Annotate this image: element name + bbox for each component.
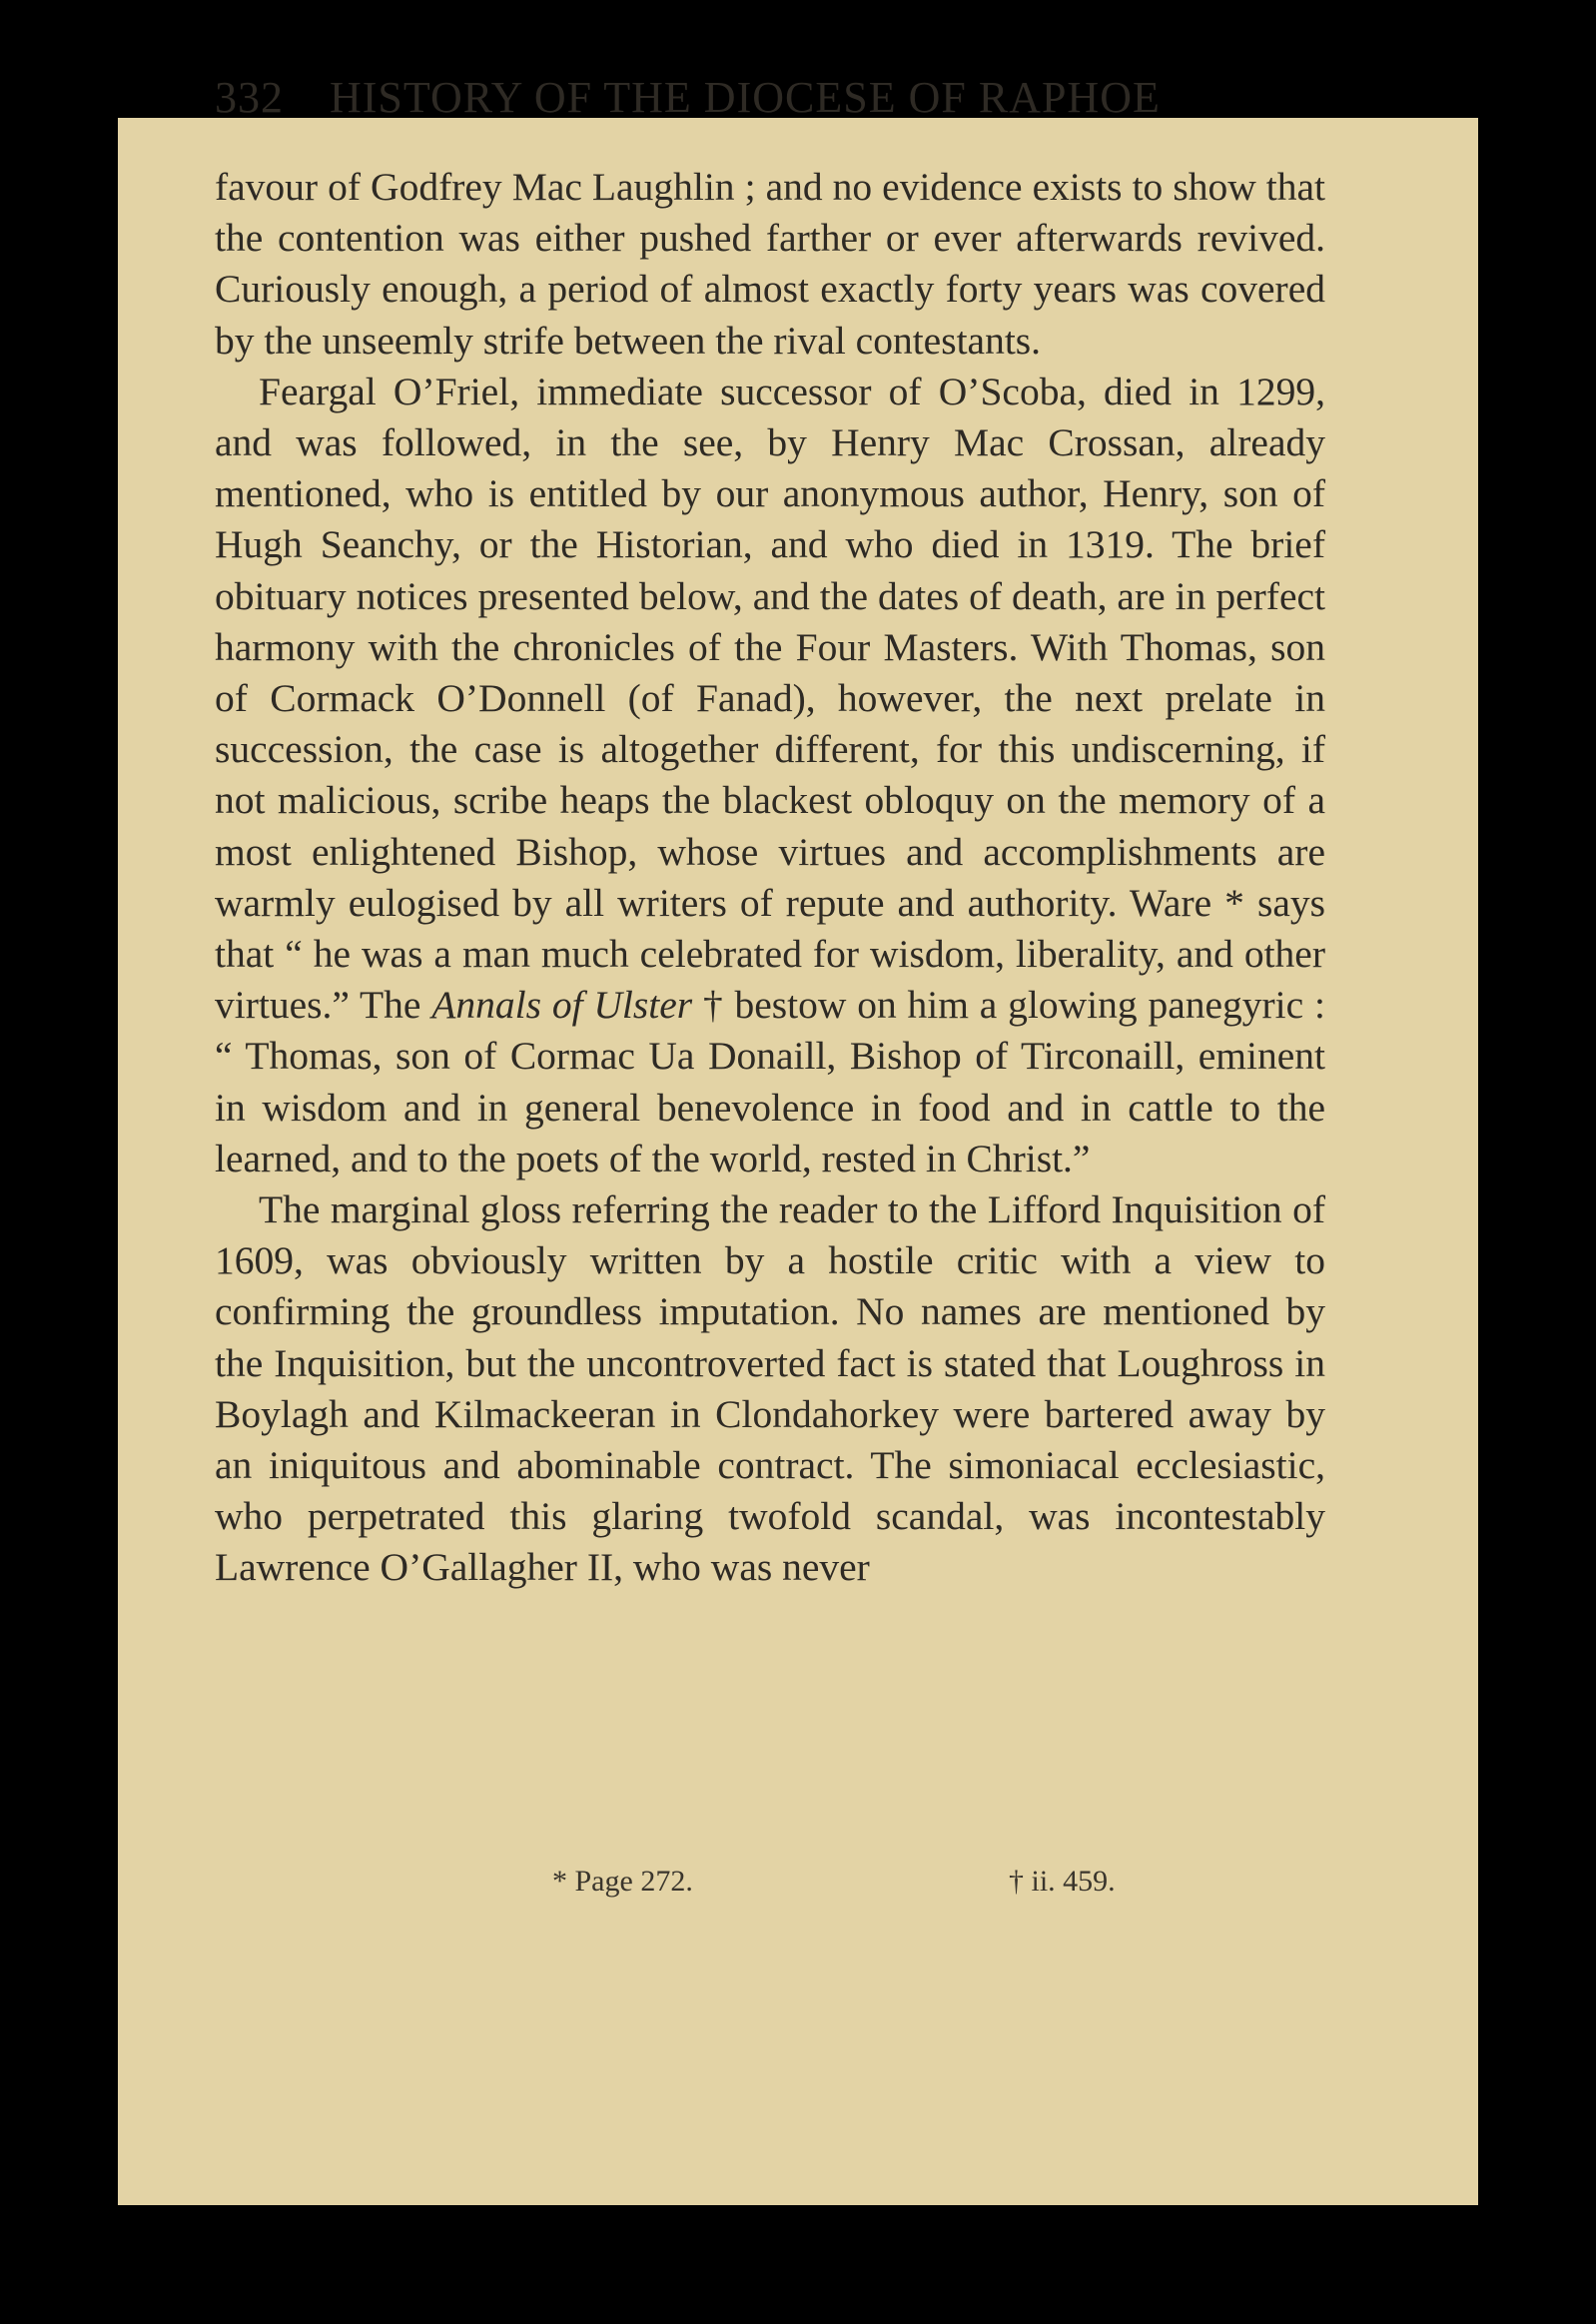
paragraph-1: favour of Godfrey Mac Laughlin ; and no evidence exists to show that the contention was either pushed farther or ever afterwards revived. Curiously enough, a period of almost exactly forty years was covered by the unseemly strife between the rival contestants. <box>215 165 1325 363</box>
footnote-1: * Page 272. <box>552 1865 693 1898</box>
paragraph-2-text-a: Feargal O’Friel, immediate successor of O’Scoba, died in 1299, and was followed, in the see, by Henry Mac Crossan, already mentioned, who is entitled by our anonymous author, Henry, son of Hugh Seanchy, or the Historian, and who died in 1319. The brief obituary notices presented below, and the dates of death, are in perfect harmony with the chronicles of the Four Masters. With Thomas, son of Cormack O’Donnell (of Fanad), however, the next prelate in succession, the case is altogether different, for this undiscerning, if not malicious, scribe heaps the blackest obloquy on the memory of a most enlightened Bishop, whose virtues and accomplishments are warmly eulogised by all writers of repute and authority. Ware * says that “ he was a man much celebrated for wisdom, liberality, and other virtues.” The <box>215 369 1325 1028</box>
paragraph-3: The marginal gloss referring the reader to the Lifford Inquisition of 1609, was obviously written by a hostile critic with a view to confirming the groundless imputation. No names are mentioned by the Inquisition, but the uncontroverted fact is stated that Loughross in Boylagh and Kilmackeeran in Clondahorkey were bartered away by an iniquitous and abominable contract. The simoniacal ecclesiastic, who perpetrated this glaring twofold scandal, was incontestably Lawrence O’Gallagher II, who was never <box>215 1187 1325 1590</box>
page-number: 332 <box>215 73 284 122</box>
running-header <box>215 72 1325 123</box>
body-text <box>215 162 1325 1594</box>
paragraph-2 <box>215 367 1325 1184</box>
running-title: HISTORY OF THE DIOCESE OF RAPHOE <box>330 73 1161 122</box>
annals-of-ulster-title: Annals of Ulster <box>431 983 693 1028</box>
paragraph-2-text-b: † bestow on him a glowing panegyric : “ Thomas, son of Cormac Ua Donaill, Bishop of Tirconaill, eminent in wisdom and in general benevolence in food and in cattle to the learned, and to the poets of the world, rested in Christ.” <box>215 983 1325 1180</box>
footnote-2: † ii. 459. <box>1009 1865 1116 1898</box>
